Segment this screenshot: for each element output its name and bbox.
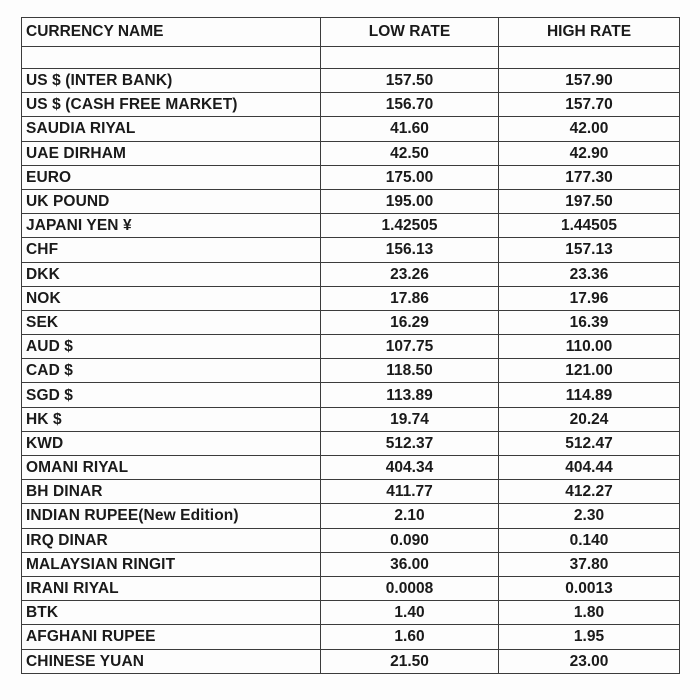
currency-name-cell: JAPANI YEN ¥ <box>22 214 321 238</box>
table-row <box>22 649 680 673</box>
high-rate-cell: 23.00 <box>499 649 680 673</box>
high-rate-cell: 412.27 <box>499 480 680 504</box>
table-row <box>22 238 680 262</box>
low-rate-cell: 16.29 <box>321 310 499 334</box>
low-rate-cell: 157.50 <box>321 69 499 93</box>
high-rate-cell: 20.24 <box>499 407 680 431</box>
high-rate-cell: 37.80 <box>499 552 680 576</box>
table-row <box>22 189 680 213</box>
low-rate-cell: 156.70 <box>321 93 499 117</box>
table-row <box>22 214 680 238</box>
header-low-rate: LOW RATE <box>321 18 499 47</box>
high-rate-cell: 177.30 <box>499 165 680 189</box>
high-rate-cell: 23.36 <box>499 262 680 286</box>
table-row <box>22 117 680 141</box>
low-rate-cell: 404.34 <box>321 456 499 480</box>
currency-name-cell: HK $ <box>22 407 321 431</box>
low-rate-cell: 23.26 <box>321 262 499 286</box>
high-rate-cell: 42.90 <box>499 141 680 165</box>
blank-cell <box>499 47 680 69</box>
table-row <box>22 335 680 359</box>
currency-name-cell: BH DINAR <box>22 480 321 504</box>
table-header-row <box>22 18 680 47</box>
table-row <box>22 576 680 600</box>
high-rate-cell: 512.47 <box>499 431 680 455</box>
low-rate-cell: 41.60 <box>321 117 499 141</box>
table-row <box>22 93 680 117</box>
table-row <box>22 165 680 189</box>
currency-name-cell: NOK <box>22 286 321 310</box>
currency-name-cell: AFGHANI RUPEE <box>22 625 321 649</box>
table-row <box>22 625 680 649</box>
currency-name-cell: OMANI RIYAL <box>22 456 321 480</box>
high-rate-cell: 157.90 <box>499 69 680 93</box>
table-row <box>22 431 680 455</box>
table-row <box>22 480 680 504</box>
high-rate-cell: 157.13 <box>499 238 680 262</box>
low-rate-cell: 2.10 <box>321 504 499 528</box>
low-rate-cell: 512.37 <box>321 431 499 455</box>
currency-name-cell: IRQ DINAR <box>22 528 321 552</box>
blank-row <box>22 47 680 69</box>
blank-cell <box>22 47 321 69</box>
currency-name-cell: SEK <box>22 310 321 334</box>
high-rate-cell: 17.96 <box>499 286 680 310</box>
high-rate-cell: 0.0013 <box>499 576 680 600</box>
currency-name-cell: SGD $ <box>22 383 321 407</box>
table-row <box>22 262 680 286</box>
table-row <box>22 310 680 334</box>
currency-name-cell: IRANI RIYAL <box>22 576 321 600</box>
low-rate-cell: 42.50 <box>321 141 499 165</box>
table-row <box>22 286 680 310</box>
high-rate-cell: 42.00 <box>499 117 680 141</box>
table-row <box>22 359 680 383</box>
table-row <box>22 504 680 528</box>
currency-name-cell: CHF <box>22 238 321 262</box>
low-rate-cell: 107.75 <box>321 335 499 359</box>
high-rate-cell: 114.89 <box>499 383 680 407</box>
high-rate-cell: 2.30 <box>499 504 680 528</box>
high-rate-cell: 1.95 <box>499 625 680 649</box>
currency-name-cell: CHINESE YUAN <box>22 649 321 673</box>
currency-name-cell: AUD $ <box>22 335 321 359</box>
high-rate-cell: 110.00 <box>499 335 680 359</box>
currency-name-cell: KWD <box>22 431 321 455</box>
high-rate-cell: 16.39 <box>499 310 680 334</box>
low-rate-cell: 21.50 <box>321 649 499 673</box>
low-rate-cell: 175.00 <box>321 165 499 189</box>
currency-name-cell: UK POUND <box>22 189 321 213</box>
high-rate-cell: 404.44 <box>499 456 680 480</box>
blank-cell <box>321 47 499 69</box>
high-rate-cell: 157.70 <box>499 93 680 117</box>
high-rate-cell: 1.44505 <box>499 214 680 238</box>
low-rate-cell: 17.86 <box>321 286 499 310</box>
currency-name-cell: BTK <box>22 601 321 625</box>
low-rate-cell: 0.090 <box>321 528 499 552</box>
high-rate-cell: 197.50 <box>499 189 680 213</box>
currency-name-cell: DKK <box>22 262 321 286</box>
currency-name-cell: UAE DIRHAM <box>22 141 321 165</box>
high-rate-cell: 121.00 <box>499 359 680 383</box>
low-rate-cell: 1.60 <box>321 625 499 649</box>
currency-name-cell: CAD $ <box>22 359 321 383</box>
currency-name-cell: SAUDIA RIYAL <box>22 117 321 141</box>
low-rate-cell: 113.89 <box>321 383 499 407</box>
low-rate-cell: 156.13 <box>321 238 499 262</box>
header-currency-name: CURRENCY NAME <box>22 18 321 47</box>
currency-name-cell: INDIAN RUPEE(New Edition) <box>22 504 321 528</box>
table-row <box>22 601 680 625</box>
currency-rate-table <box>21 17 680 674</box>
table-row <box>22 383 680 407</box>
table-row <box>22 407 680 431</box>
table-row <box>22 69 680 93</box>
currency-name-cell: MALAYSIAN RINGIT <box>22 552 321 576</box>
high-rate-cell: 1.80 <box>499 601 680 625</box>
low-rate-cell: 195.00 <box>321 189 499 213</box>
low-rate-cell: 411.77 <box>321 480 499 504</box>
low-rate-cell: 19.74 <box>321 407 499 431</box>
table-row <box>22 141 680 165</box>
table-row <box>22 528 680 552</box>
table-row <box>22 456 680 480</box>
low-rate-cell: 36.00 <box>321 552 499 576</box>
low-rate-cell: 118.50 <box>321 359 499 383</box>
low-rate-cell: 1.42505 <box>321 214 499 238</box>
table-body <box>22 47 680 674</box>
table-row <box>22 552 680 576</box>
header-high-rate: HIGH RATE <box>499 18 680 47</box>
low-rate-cell: 0.0008 <box>321 576 499 600</box>
currency-name-cell: US $ (CASH FREE MARKET) <box>22 93 321 117</box>
high-rate-cell: 0.140 <box>499 528 680 552</box>
currency-name-cell: EURO <box>22 165 321 189</box>
low-rate-cell: 1.40 <box>321 601 499 625</box>
currency-name-cell: US $ (INTER BANK) <box>22 69 321 93</box>
